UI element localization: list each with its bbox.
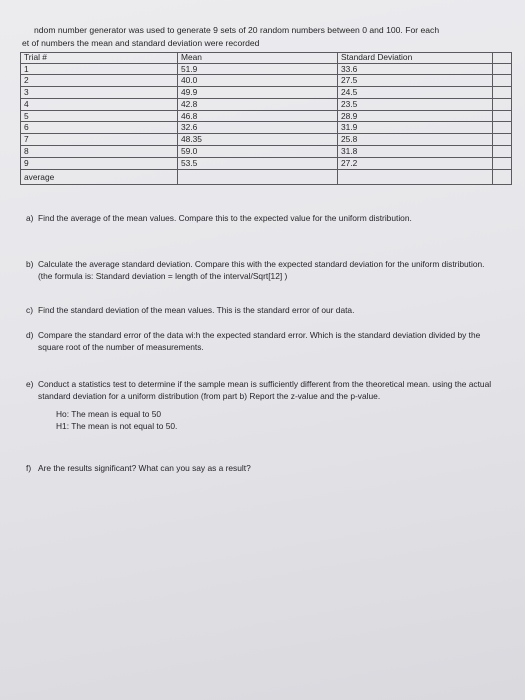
cell-std-dev: 27.5 (338, 75, 493, 87)
cell-mean: 46.8 (178, 110, 338, 122)
cell-trial: 6 (21, 122, 178, 134)
cell-trial: 7 (21, 134, 178, 146)
question-b-text: Calculate the average standard deviation. Compare this with the expected standard deviation for the uniform distribution. (the formula is: Standard deviation = length of the interval/Sqrt[12] ) (38, 259, 485, 281)
cell-trial: 2 (21, 75, 178, 87)
cell-mean: 32.6 (178, 122, 338, 134)
question-d-label: d) (26, 330, 34, 340)
table-header-row (21, 53, 512, 64)
intro-paragraph (22, 24, 512, 50)
table-row (21, 110, 512, 122)
cell-std-dev: 25.8 (338, 134, 493, 146)
cell-empty (493, 146, 512, 158)
cell-empty (493, 110, 512, 122)
table-row (21, 146, 512, 158)
question-e-label: e) (26, 379, 34, 389)
header-mean: Mean (178, 53, 338, 64)
table-row (21, 87, 512, 99)
intro-line-1: ndom number generator was used to generate 9 sets of 20 random numbers between 0 and 100. For each (34, 25, 440, 35)
cell-empty (493, 134, 512, 146)
cell-mean: 51.9 (178, 63, 338, 75)
question-f-text: Are the results significant? What can you say as a result? (38, 463, 251, 473)
cell-empty (493, 157, 512, 169)
cell-trial: 1 (21, 63, 178, 75)
cell-mean: 49.9 (178, 87, 338, 99)
question-d-text: Compare the standard error of the data wi:h the expected standard error. Which is the standard deviation divided by the square root of the number of measurements. (38, 330, 481, 352)
cell-mean: 40.0 (178, 75, 338, 87)
cell-empty (493, 169, 512, 184)
table-row (21, 75, 512, 87)
cell-trial: 4 (21, 98, 178, 110)
table-row (21, 134, 512, 146)
question-e (26, 378, 496, 432)
question-b-label: b) (26, 259, 34, 269)
table-row (21, 98, 512, 110)
cell-mean: 53.5 (178, 157, 338, 169)
question-a-label: a) (26, 213, 34, 223)
cell-std-dev: 28.9 (338, 110, 493, 122)
question-f-label: f) (26, 463, 32, 473)
header-std-dev: Standard Deviation (338, 53, 493, 64)
table-row (21, 157, 512, 169)
question-c-label: c) (26, 305, 33, 315)
results-table (20, 52, 512, 185)
header-trial: Trial # (21, 53, 178, 64)
cell-empty (493, 98, 512, 110)
average-std-dev-cell[interactable] (338, 169, 493, 184)
intro-line-2: et of numbers the mean and standard deviation were recorded (22, 38, 260, 48)
cell-empty (493, 87, 512, 99)
average-mean-cell[interactable] (178, 169, 338, 184)
cell-mean: 48.35 (178, 134, 338, 146)
average-label: average (21, 169, 178, 184)
question-e-text: Conduct a statistics test to determine if the sample mean is sufficiently different from the theoretical mean. using the actual standard deviation for a uniform distribution (from part b) Report the z-value and the p-value. (38, 379, 492, 401)
cell-empty (493, 75, 512, 87)
table-row (21, 122, 512, 134)
cell-std-dev: 31.9 (338, 122, 493, 134)
hypotheses (56, 408, 496, 432)
cell-std-dev: 24.5 (338, 87, 493, 99)
average-row (21, 169, 512, 184)
question-a (26, 212, 496, 224)
alternative-hypothesis: H1: The mean is not equal to 50. (56, 421, 178, 431)
question-a-text: Find the average of the mean values. Compare this to the expected value for the uniform distribution. (38, 213, 412, 223)
cell-std-dev: 31.8 (338, 146, 493, 158)
cell-trial: 9 (21, 157, 178, 169)
cell-empty (493, 122, 512, 134)
cell-trial: 8 (21, 146, 178, 158)
question-f (26, 462, 496, 474)
question-c-text: Find the standard deviation of the mean values. This is the standard error of our data. (38, 305, 355, 315)
table-row (21, 63, 512, 75)
cell-std-dev: 27.2 (338, 157, 493, 169)
cell-mean: 59.0 (178, 146, 338, 158)
cell-std-dev: 23.5 (338, 98, 493, 110)
cell-trial: 5 (21, 110, 178, 122)
null-hypothesis: Ho: The mean is equal to 50 (56, 409, 162, 419)
question-c (26, 304, 496, 316)
cell-trial: 3 (21, 87, 178, 99)
cell-mean: 42.8 (178, 98, 338, 110)
question-d (26, 329, 496, 353)
cell-empty (493, 63, 512, 75)
question-b (26, 258, 496, 282)
cell-std-dev: 33.6 (338, 63, 493, 75)
header-empty (493, 53, 512, 64)
